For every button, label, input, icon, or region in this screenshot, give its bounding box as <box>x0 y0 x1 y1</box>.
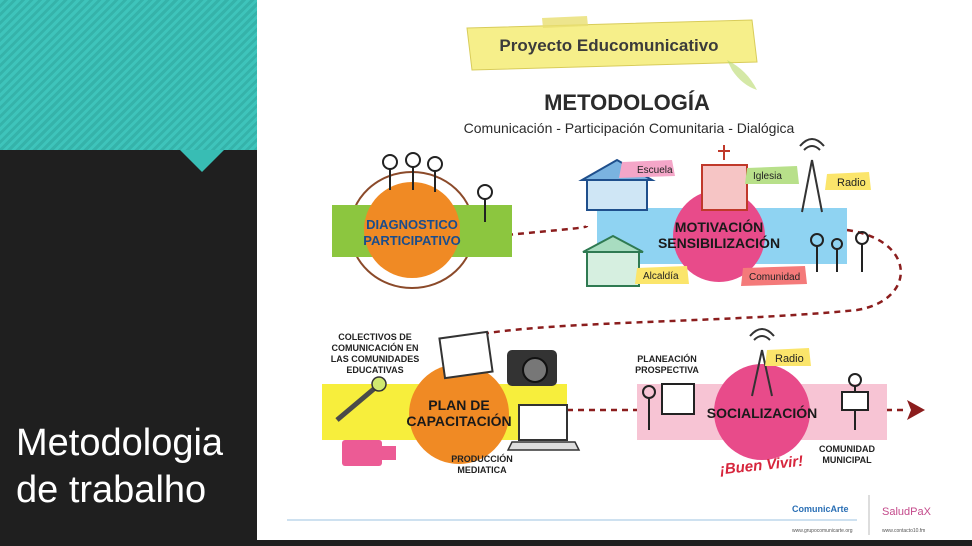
note-planeacion-2: PROSPECTIVA <box>635 365 699 375</box>
infographic-subheading: Comunicación - Participación Comunitaria - Dialógica <box>463 120 795 136</box>
stage-diagnostico <box>332 153 512 288</box>
radio-tower-icon <box>800 139 824 212</box>
infographic-svg <box>257 0 972 540</box>
note-colectivos-2: COMUNICACIÓN EN <box>331 343 419 353</box>
teal-notch <box>180 150 224 172</box>
slogan: ¡Buen Vivir! <box>719 452 805 479</box>
slide-title-line1: Metodologia <box>16 422 224 464</box>
camera-icon <box>507 350 557 386</box>
tag-radio: Radio <box>837 177 866 189</box>
note-comunidad-2: MUNICIPAL <box>822 455 872 465</box>
note-colectivos-3: LAS COMUNIDADES <box>330 354 420 364</box>
stage3-line2: CAPACITACIÓN <box>406 413 512 429</box>
note-comunidad-1: COMUNIDAD <box>819 444 875 454</box>
teal-pattern-block <box>0 0 257 150</box>
logo2-text: SaludPaX <box>882 506 931 518</box>
stage2-line2: SENSIBILIZACIÓN <box>657 235 781 251</box>
note-colectivos-1: COLECTIVOS DE <box>338 332 412 342</box>
stage2-line1: MOTIVACIÓN <box>674 219 764 235</box>
church-icon <box>702 145 747 210</box>
tag-iglesia: Iglesia <box>753 171 782 182</box>
note-colectivos-4: EDUCATIVAS <box>346 365 404 375</box>
tag-comunidad: Comunidad <box>749 272 801 283</box>
banner-text: Proyecto Educomunicativo <box>499 36 719 55</box>
flow-arrowhead <box>907 400 925 420</box>
tag-alcaldia: Alcaldía <box>643 271 679 282</box>
note-planeacion-1: PLANEACIÓN <box>637 354 697 364</box>
infographic-heading: METODOLOGÍA <box>544 90 710 115</box>
tag-radio-2: Radio <box>775 353 804 365</box>
note-produccion-1: PRODUCCIÓN <box>451 454 513 464</box>
tag-escuela: Escuela <box>637 165 673 176</box>
logo-comunicarte <box>792 504 853 534</box>
logo1-url: www.grupocomunicarte.org <box>792 528 853 534</box>
stage-socializacion <box>635 329 887 478</box>
logo2-url: www.contacto10.fm <box>882 528 926 534</box>
stage3-line1: PLAN DE <box>428 397 490 413</box>
laptop-icon <box>508 405 579 450</box>
slide-title <box>16 420 251 514</box>
stage1-line2: PARTICIPATIVO <box>363 233 461 248</box>
logo-saludpax <box>882 506 932 534</box>
stage-motivacion <box>582 139 871 286</box>
logo1-text: ComunicArte <box>792 504 849 514</box>
note-produccion-2: MEDIATICA <box>457 465 507 475</box>
stage-capacitacion <box>322 332 579 475</box>
stage4-label: SOCIALIZACIÓN <box>706 405 818 421</box>
slide-title-line2: de trabalho <box>16 469 207 511</box>
methodology-infographic <box>257 0 972 540</box>
video-camera-icon <box>342 440 396 466</box>
notebook-icon <box>439 332 492 378</box>
banner <box>467 16 757 90</box>
slide-sidebar <box>0 0 257 546</box>
stage1-line1: DIAGNOSTICO <box>366 217 458 232</box>
